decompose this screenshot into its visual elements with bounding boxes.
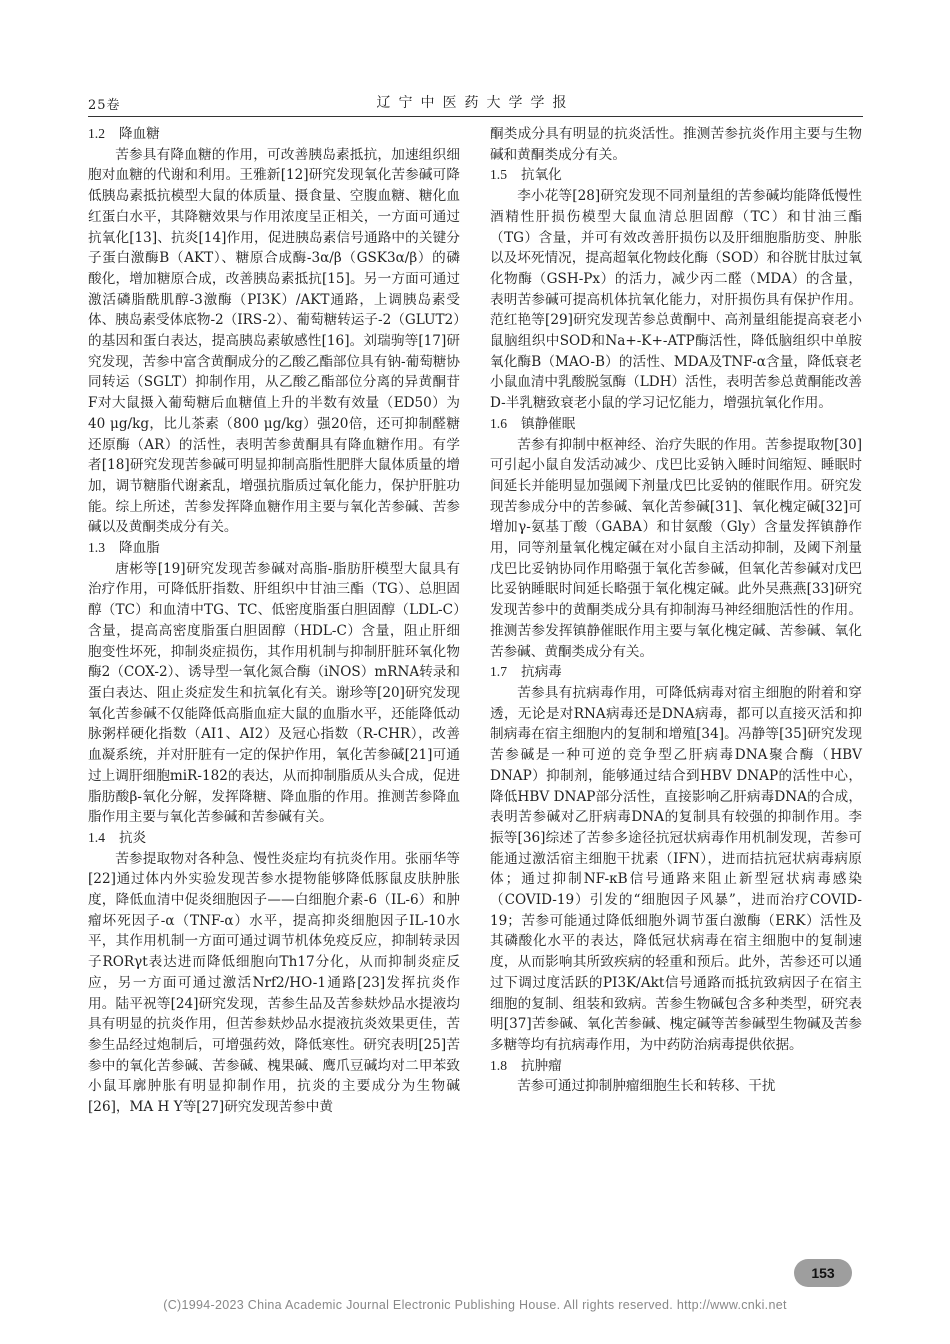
section-heading bbox=[490, 662, 862, 683]
body-paragraph: 苦参有抑制中枢神经、治疗失眠的作用。苦参提取物[30]可引起小鼠自发活动减少、戊巴比妥钠入睡时间缩短、睡眠时间延长并能明显加强阈下剂量戊巴比妥钠的催眠作用。研究发现苦参成分中的苦参碱、氧化苦参碱[31]、氧化槐定碱[32]可增加γ-氨基丁酸（GABA）和甘氨酸（Gly）含量发挥镇静作用，同等剂量氧化槐定碱在对小鼠自主活动抑制，及阈下剂量戊巴比妥钠协同作用略强于氧化苦参碱，但氧化苦参碱对戊巴比妥钠睡眠时间延长略强于氧化槐定碱。此外吴燕燕[33]研究发现苦参中的黄酮类成分具有抑制海马神经细胞活性的作用。推测苦参发挥镇静催眠作用主要与氧化槐定碱、苦参碱、氧化苦参碱、黄酮类成分有关。 bbox=[490, 436, 862, 660]
section-title: 抗病毒 bbox=[521, 664, 562, 681]
section-heading bbox=[88, 538, 460, 559]
body-paragraph: 苦参可通过抑制肿瘤细胞生长和转移、干扰 bbox=[517, 1078, 776, 1095]
section-title: 降血糖 bbox=[119, 126, 160, 142]
journal-title: 辽宁中医药大学学报 bbox=[376, 95, 575, 111]
section-number: 1.3 bbox=[88, 540, 105, 556]
body-paragraph: 苦参具有抗病毒作用，可降低病毒对宿主细胞的附着和穿透，无论是对RNA病毒还是DNA病毒，都可以直接灭活和抑制病毒在宿主细胞内的复制和增殖[34]。冯静等[35]研究发现苦参碱是一种可逆的竞争型乙肝病毒DNA聚合酶（HBV DNAP）抑制剂，能够通过结合到HBV DNAP的活性中心，降低HBV DNAP部分活性，直接影响乙肝病毒DNA的合成，表明苦参碱对乙肝病毒DNA的复制具有较强的抑制作用。李振等[36]综述了苦参多途径抗冠状病毒作用机制发现，苦参可能通过激活宿主细胞干扰素（IFN），进而拮抗冠状病毒病原体；通过抑制NF-κB信号通路来阻止新型冠状病毒感染（COVID-19）引发的“细胞因子风暴”，进而治疗COVID-19；苦参可能通过降低细胞外调节蛋白激酶（ERK）活性及其磷酸化水平的表达，降低冠状病毒在宿主细胞中的复制速度，从而影响其所致疾病的轻重和预后。此外，苦参还可以通过下调过度活跃的PI3K/Akt信号通路而抵抗致病因子在宿主细胞的复制、组装和致病。苦参生物碱包含多种类型，研究表明[37]苦参碱、氧化苦参碱、槐定碱等苦参碱型生物碱及苦参多糖等均有抗病毒作用，为中药防治病毒提供依据。 bbox=[490, 684, 862, 1053]
section-number: 1.4 bbox=[88, 829, 105, 845]
volume-label: 25卷 bbox=[88, 98, 121, 113]
body-paragraph: 酮类成分具有明显的抗炎活性。推测苦参抗炎作用主要与生物碱和黄酮类成分有关。 bbox=[490, 126, 862, 163]
section-heading bbox=[88, 828, 460, 849]
section-heading bbox=[490, 414, 862, 435]
left-column bbox=[88, 124, 460, 1118]
section-title: 抗肿瘤 bbox=[521, 1057, 562, 1074]
header-rule bbox=[88, 116, 863, 117]
section-title: 抗炎 bbox=[119, 829, 147, 846]
section-title: 降血脂 bbox=[119, 540, 160, 557]
page-number: 153 bbox=[794, 1259, 852, 1287]
section-title: 镇静催眠 bbox=[521, 415, 576, 432]
section-heading bbox=[490, 165, 862, 186]
running-header bbox=[88, 92, 863, 114]
section-heading bbox=[88, 124, 460, 145]
section-number: 1.8 bbox=[490, 1057, 507, 1073]
body-paragraph: 苦参提取物对各种急、慢性炎症均有抗炎作用。张丽华等[22]通过体内外实验发现苦参水提物能够降低豚鼠皮肤肿胀度，降低血清中促炎细胞因子——白细胞介素-6（IL-6）和肿瘤坏死因子-α（TNF-α）水平，提高抑炎细胞因子IL-10水平，其作用机制一方面可通过调节机体免疫反应，抑制转录因子RORγt表达进而降低细胞向Th17分化，从而抑制炎症反应，另一方面可通过激活Nrf2/HO-1通路[23]发挥抗炎作用。陆平祝等[24]研究发现，苦参生品及苦参麸炒品水提液均具有明显的抗炎作用，但苦参麸炒品水提液抗炎效果更佳，苦参生品经过炮制后，可增强药效，降低寒性。研究表明[25]苦参中的氧化苦参碱、苦参碱、槐果碱、鹰爪豆碱均对二甲苯致小鼠耳廓肿胀有明显抑制作用，抗炎的主要成分为生物碱[26]，MA H Y等[27]研究发现苦参中黄 bbox=[88, 850, 460, 1116]
body-paragraph: 苦参具有降血糖的作用，可改善胰岛素抵抗，加速组织细胞对血糖的代谢和利用。王雅新[12]研究发现氧化苦参碱可降低胰岛素抵抗模型大鼠的体质量、摄食量、空腹血糖、糖化血红蛋白水平，其降糖效果与作用浓度呈正相关，一方面可通过抗氧化[13]、抗炎[14]作用，促进胰岛素信号通路中的关键分子蛋白激酶B（AKT）、糖原合成酶-3α/β（GSK3α/β）的磷酸化，增加糖原合成，改善胰岛素抵抗[15]。另一方面可通过激活磷脂酰肌醇-3激酶（PI3K）/AKT通路，上调胰岛素受体、胰岛素受体底物-2（IRS-2）、葡萄糖转运子-2（GLUT2）的基因和蛋白表达，提高胰岛素敏感性[16]。刘瑞驹等[17]研究发现，苦参中富含黄酮成分的乙酸乙酯部位具有钠-葡萄糖协同转运（SGLT）抑制作用，从乙酸乙酯部位分离的异黄酮苷F对大鼠摄入葡萄糖后血糖值上升的半数有效量（ED50）为40 μg/kg，比儿茶素（800 μg/kg）强20倍，还可抑制醛糖还原酶（AR）的活性，表明苦参黄酮具有降血糖作用。有学者[18]研究发现苦参碱可明显抑制高脂性肥胖大鼠体质量的增加，调节糖脂代谢紊乱，增强抗脂质过氧化能力，保护肝脏功能。综上所述，苦参发挥降血糖作用主要与氧化苦参碱、苦参碱以及黄酮类成分有关。 bbox=[88, 146, 460, 536]
section-title: 抗氧化 bbox=[521, 167, 562, 184]
body-paragraph: 李小花等[28]研究发现不同剂量组的苦参碱均能降低慢性酒精性肝损伤模型大鼠血清总胆固醇（TC）和甘油三酯（TG）含量，并可有效改善肝损伤以及肝细胞脂肪变、肿胀以及坏死情况，提高超氧化物歧化酶（SOD）和谷胱甘肽过氧化物酶（GSH-Px）的活力，减少丙二醛（MDA）的含量，表明苦参碱可提高机体抗氧化能力，对肝损伤具有保护作用。范红艳等[29]研究发现苦参总黄酮中、高剂量组能提高衰老小鼠脑组织中SOD和Na+-K+-ATP酶活性，降低脑组织中单胺氧化酶B（MAO-B）的活性、MDA及TNF-α含量，降低衰老小鼠血清中乳酸脱氢酶（LDH）活性，表明苦参总黄酮能改善D-半乳糖致衰老小鼠的学习记忆能力，增强抗氧化作用。 bbox=[490, 188, 862, 412]
section-number: 1.6 bbox=[490, 415, 507, 431]
right-column bbox=[490, 124, 862, 1097]
section-number: 1.7 bbox=[490, 664, 507, 680]
section-number: 1.5 bbox=[490, 167, 507, 183]
section-number: 1.2 bbox=[88, 126, 105, 141]
section-heading bbox=[490, 1056, 862, 1077]
body-paragraph: 唐彬等[19]研究发现苦参碱对高脂-脂肪肝模型大鼠具有治疗作用，可降低肝指数、肝组织中甘油三酯（TG）、总胆固醇（TC）和血清中TG、TC、低密度脂蛋白胆固醇（LDL-C）含量，提高高密度脂蛋白胆固醇（HDL-C）含量，阻止肝细胞变性坏死，抑制炎症损伤，其作用机制与抑制肝脏环氧化物酶2（COX-2）、诱导型一氧化氮合酶（iNOS）mRNA转录和蛋白表达、阻止炎症发生和抗氧化有关。谢珍等[20]研究发现氧化苦参碱不仅能降低高脂血症大鼠的血脂水平，还能降低动脉粥样硬化指数（AI1、AI2）及冠心指数（R-CHR），改善血凝系统，并对肝脏有一定的保护作用，氧化苦参碱[21]可通过上调肝细胞miR-182的表达，从而抑制脂质从头合成，促进脂肪酸β-氧化分解，发挥降糖、降血脂的作用。推测苦参降血脂作用主要与氧化苦参碱和苦参碱有关。 bbox=[88, 560, 460, 826]
copyright-footer: (C)1994-2023 China Academic Journal Electronic Publishing House. All rights reserved. http://www.cnki.net bbox=[163, 1298, 787, 1312]
